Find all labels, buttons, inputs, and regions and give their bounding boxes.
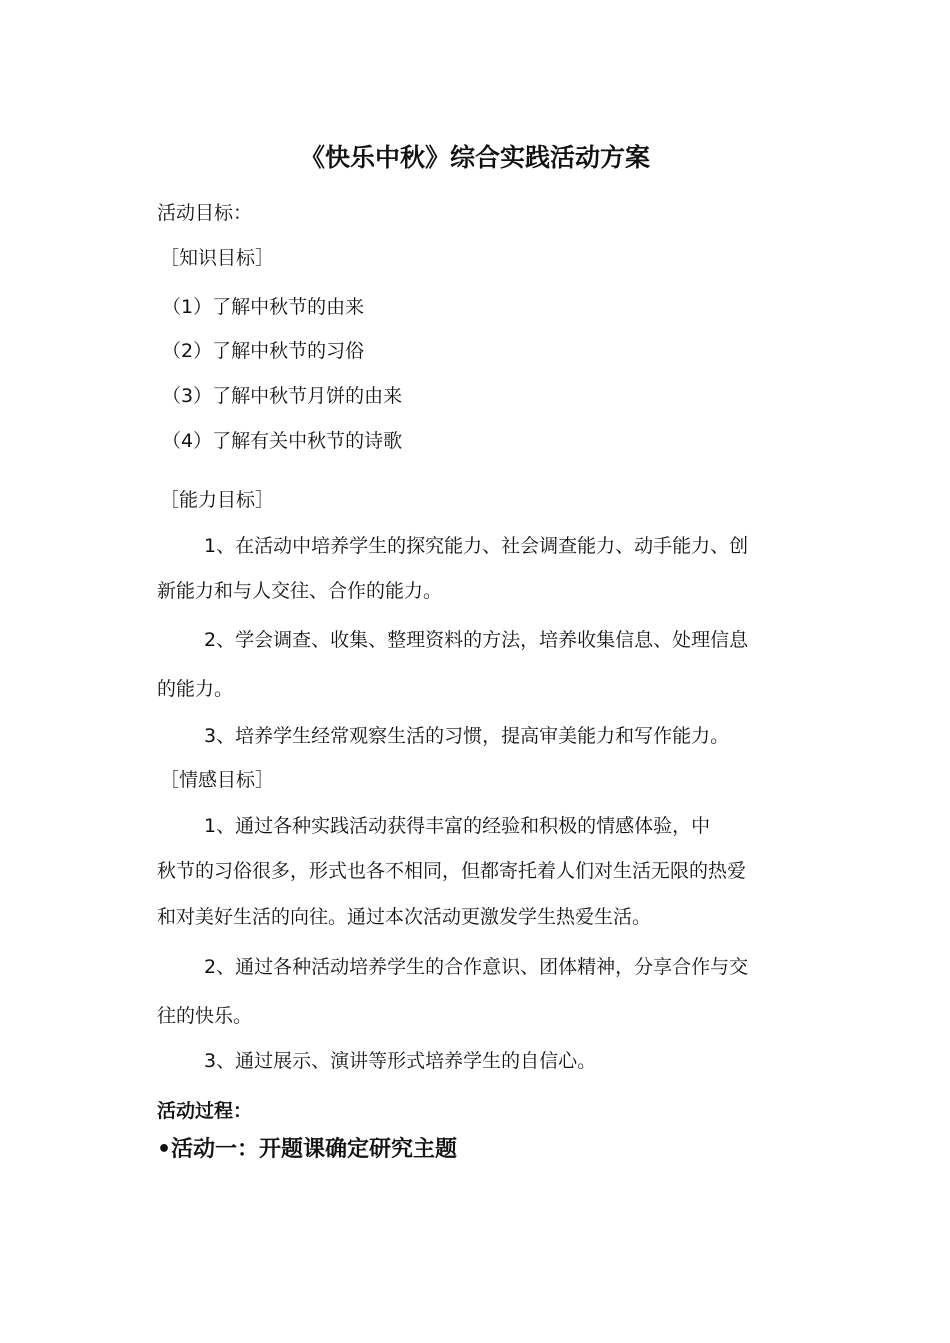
knowledge-item-3: （3）了解中秋节月饼的由来 — [162, 385, 403, 407]
activity1-heading: •活动一：开题课确定研究主题 — [157, 1137, 458, 1162]
knowledge-item-1: （1）了解中秋节的由来 — [162, 296, 365, 318]
emotion-p2-line1: 2、通过各种活动培养学生的合作意识、团体精神，分享合作与交 — [204, 956, 749, 978]
goals-heading: 活动目标： — [157, 202, 253, 224]
ability-p1-line2: 新能力和与人交往、合作的能力。 — [157, 580, 443, 602]
ability-p3-line1: 3、培养学生经常观察生活的习惯，提高审美能力和写作能力。 — [204, 725, 730, 747]
emotion-p1-line3: 和对美好生活的向往。通过本次活动更激发学生热爱生活。 — [157, 906, 652, 928]
ability-heading: ［能力目标］ — [160, 489, 275, 511]
process-heading: 活动过程： — [157, 1100, 253, 1122]
ability-p2-line1: 2、学会调查、收集、整理资料的方法，培养收集信息、处理信息 — [204, 629, 749, 651]
ability-p1-line1: 1、在活动中培养学生的探究能力、社会调查能力、动手能力、创 — [204, 535, 749, 557]
ability-p2-line2: 的能力。 — [157, 678, 234, 700]
emotion-p1-line2: 秋节的习俗很多，形式也各不相同，但都寄托着人们对生活无限的热爱 — [157, 860, 747, 882]
emotion-p1-line1: 1、通过各种实践活动获得丰富的经验和积极的情感体验，中 — [204, 815, 711, 837]
emotion-p2-line2: 往的快乐。 — [157, 1005, 253, 1027]
knowledge-item-2: （2）了解中秋节的习俗 — [162, 340, 365, 362]
document-title: 《快乐中秋》综合实践活动方案 — [299, 143, 650, 172]
knowledge-heading: ［知识目标］ — [160, 247, 275, 269]
emotion-p3-line1: 3、通过展示、演讲等形式培养学生的自信心。 — [204, 1050, 597, 1072]
knowledge-item-4: （4）了解有关中秋节的诗歌 — [162, 430, 403, 452]
emotion-heading: ［情感目标］ — [160, 769, 275, 791]
